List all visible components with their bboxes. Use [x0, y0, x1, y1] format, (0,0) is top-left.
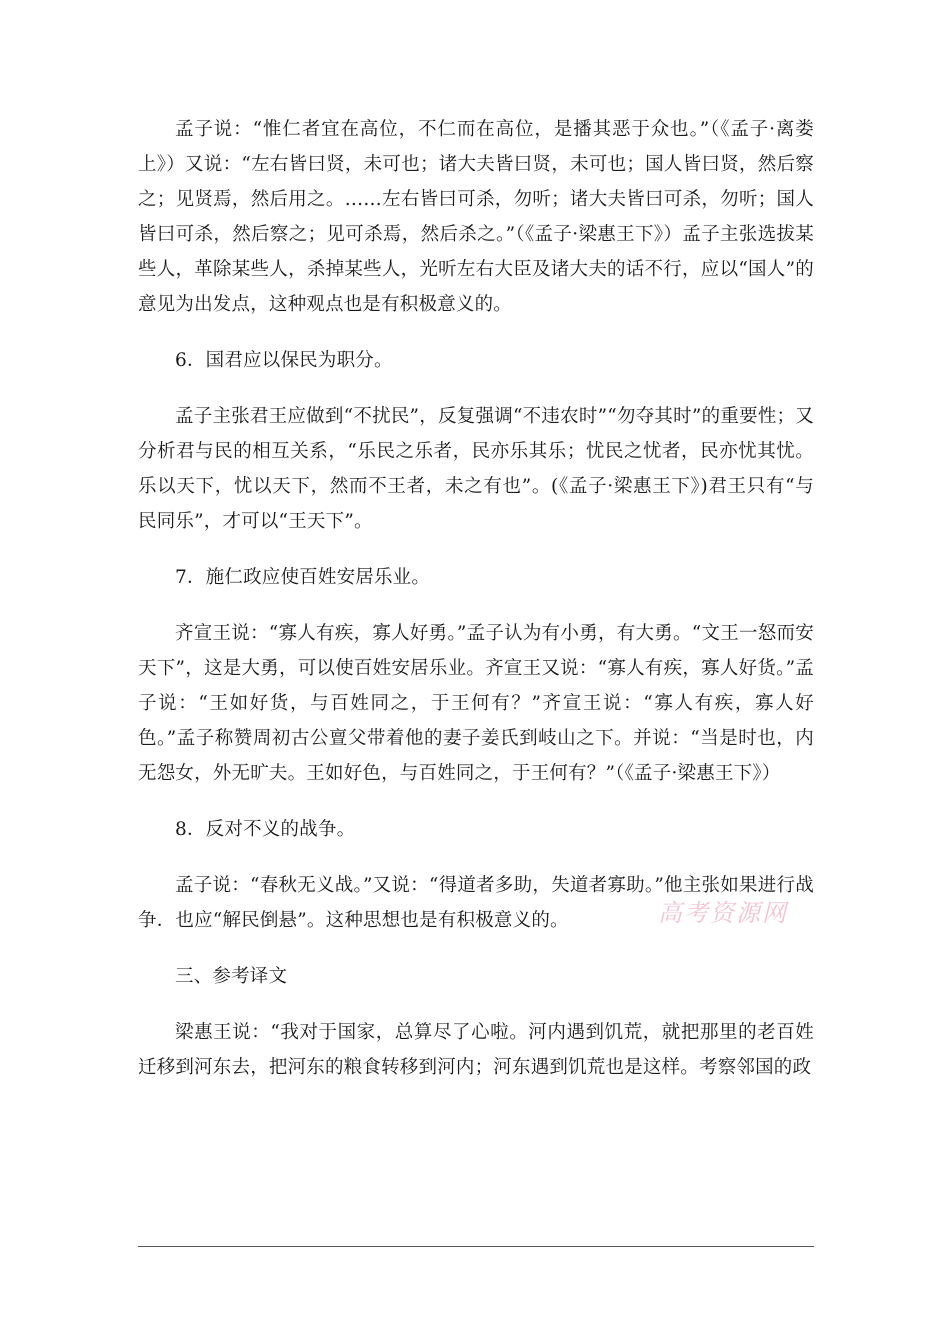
footer-divider [138, 1246, 814, 1247]
watermark-logo: 高考资源网 [658, 899, 788, 927]
section-heading-translation: 三、参考译文 [175, 966, 288, 987]
paragraph-king-xuan: 齐宣王说：“寡人有疾，寡人好勇。”孟子认为有小勇，有大勇。“文王一怒而安天下”，这是大勇，可以使百姓安居乐业。齐宣王又说：“寡人有疾，寡人好货。”孟子说：“王如好货，与百姓同之，于王何有？”齐宣王说：“寡人有疾，寡人好色。”孟子称赞周初古公亶父带着他的妻子姜氏到岐山之下。并说：“当是时也，内无怨女，外无旷夫。王如好色，与百姓同之，于王何有？”（《孟子·梁惠王下》） [138, 623, 814, 784]
section-heading-8: 8．反对不义的战争。 [175, 819, 356, 840]
document-body [138, 112, 814, 1085]
spacer [138, 539, 814, 560]
spacer [138, 847, 814, 868]
spacer [138, 378, 814, 399]
section-heading-7: 7．施仁政应使百姓安居乐业。 [175, 567, 431, 588]
paragraph-protect-people: 孟子主张君王应做到“不扰民”，反复强调“不违农时”“勿夺其时”的重要性；又分析君与民的相互关系，“乐民之乐者，民亦乐其乐；忧民之忧者，民亦忧其忧。乐以天下，忧以天下，然而不王者，未之有也”。(《孟子·梁惠王下》)君王只有“与民同乐”，才可以“王天下”。 [138, 406, 814, 532]
spacer [138, 938, 814, 959]
paragraph-unjust-war: 孟子说：“春秋无义战。”又说：“得道者多助，失道者寡助。”他主张如果进行战争．也应“解民倒悬”。这种思想也是有积极意义的。 [138, 875, 814, 931]
spacer [138, 791, 814, 812]
spacer [138, 595, 814, 616]
paragraph-translation: 梁惠王说：“我对于国家，总算尽了心啦。河内遇到饥荒，就把那里的老百姓迁移到河东去，把河东的粮食转移到河内；河东遇到饥荒也是这样。考察邻国的政 [138, 1022, 814, 1078]
section-heading-6: 6．国君应以保民为职分。 [175, 350, 393, 371]
spacer [138, 322, 814, 343]
spacer [138, 994, 814, 1015]
paragraph-mencius-on-officials: 孟子说：“惟仁者宜在高位，不仁而在高位，是播其恶于众也。”（《孟子·离娄上》）又说：“左右皆曰贤，未可也；诸大夫皆曰贤，未可也；国人皆曰贤，然后察之；见贤焉，然后用之。……左右皆曰可杀，勿听；诸大夫皆曰可杀，勿听；国人皆曰可杀，然后察之；见可杀焉，然后杀之。”（《孟子·梁惠王下》）孟子主张选拔某些人，革除某些人，杀掉某些人，光听左右大臣及诸大夫的话不行，应以“国人”的意见为出发点，这种观点也是有积极意义的。 [138, 119, 814, 315]
